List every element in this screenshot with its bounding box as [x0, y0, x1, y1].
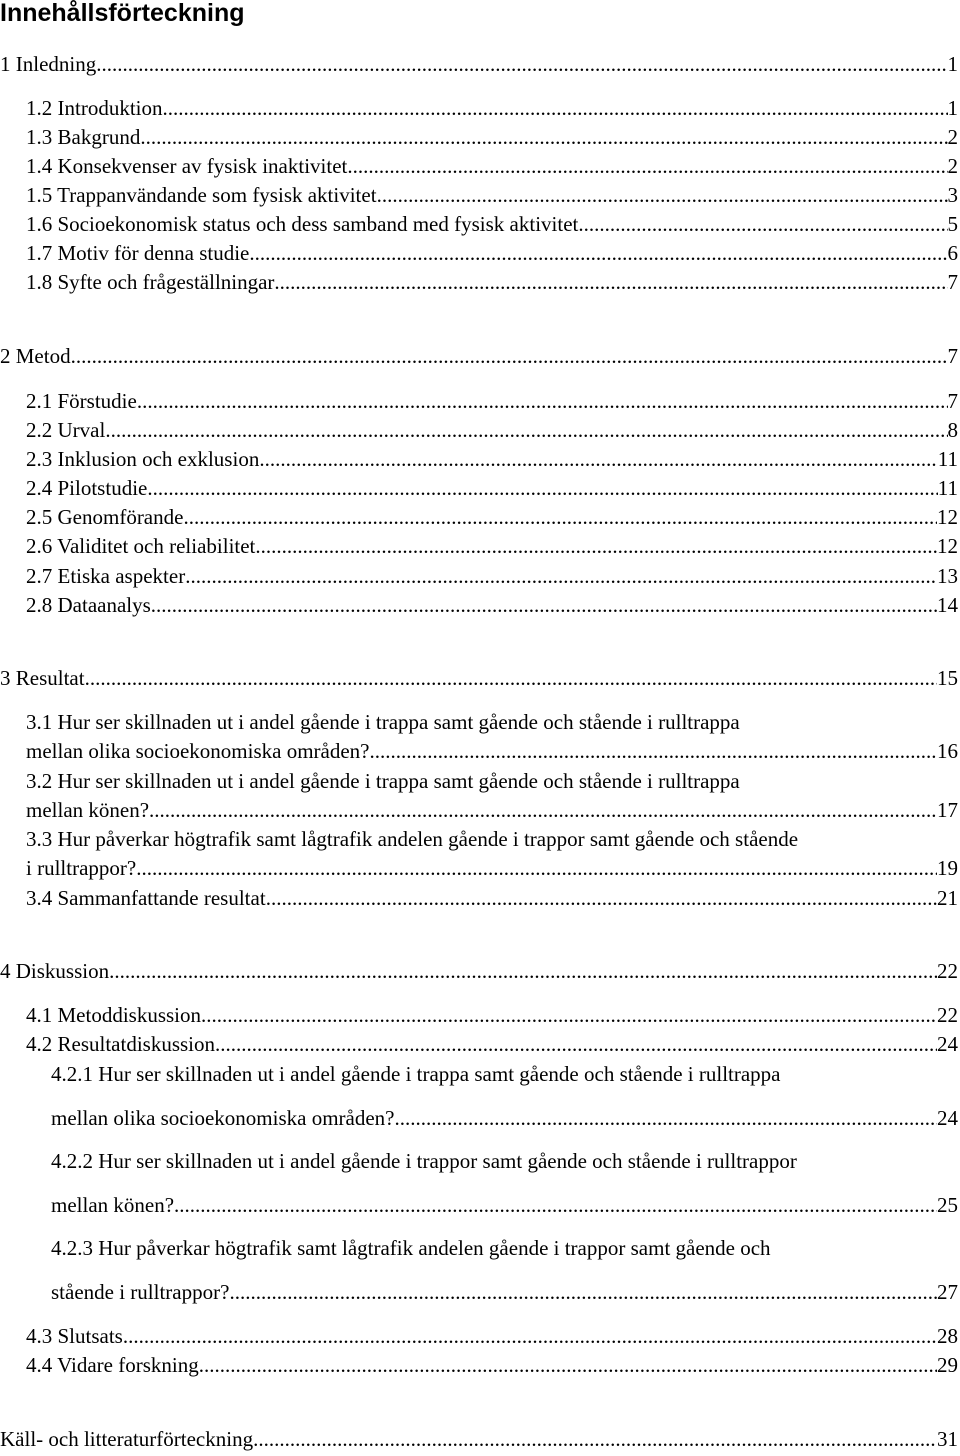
toc-leader-dots — [578, 212, 947, 236]
toc-page-number: 3 — [947, 183, 958, 207]
toc-leader-dots — [253, 1427, 937, 1451]
toc-entry-4-2-2[interactable] — [51, 1149, 958, 1217]
toc-leader-dots — [199, 1353, 937, 1377]
toc-entry-label: 2.1 Förstudie — [26, 389, 137, 413]
toc-entry-label: 1.4 Konsekvenser av fysisk inaktivitet — [26, 154, 348, 178]
toc-leader-dots — [274, 270, 947, 294]
toc-entry-1-2[interactable] — [26, 96, 958, 120]
toc-leader-dots — [136, 856, 937, 880]
toc-entry-label-line1: 4.2.1 Hur ser skillnaden ut i andel gående i trappa samt gående och stående i rulltrappa — [51, 1062, 781, 1086]
toc-leader-dots — [377, 183, 948, 207]
toc-page-number: 22 — [937, 1003, 958, 1027]
toc-entry-label: 1.5 Trappanvändande som fysisk aktivitet — [26, 183, 377, 207]
toc-entry-label: 2 Metod — [0, 344, 71, 368]
toc-entry-4-2[interactable] — [26, 1032, 958, 1056]
toc-page-number: 1 — [947, 52, 958, 76]
toc-entry-label-line1: 3.1 Hur ser skillnaden ut i andel gående i trappa samt gående och stående i rulltrappa — [26, 710, 740, 734]
toc-leader-dots — [259, 447, 937, 471]
toc-leader-dots — [85, 666, 937, 690]
toc-entry-4-2-1[interactable] — [51, 1062, 958, 1130]
toc-entry-3-2[interactable] — [26, 769, 958, 822]
toc-entry-label: Käll- och litteraturförteckning — [0, 1427, 254, 1451]
toc-entry-label: 1.6 Socioekonomisk status och dess samband med fysisk aktivitet — [26, 212, 579, 236]
toc-entry-label: 3.4 Sammanfattande resultat — [26, 886, 266, 910]
toc-entry-2-1[interactable] — [26, 389, 958, 413]
toc-entry-label: 4.3 Slutsats — [26, 1324, 123, 1348]
toc-entry-2-8[interactable] — [26, 593, 958, 617]
toc-entry-label: 1.8 Syfte och frågeställningar — [26, 270, 275, 294]
toc-entry-label: mellan olika socioekonomiska områden? — [26, 739, 370, 763]
toc-leader-dots — [201, 1003, 937, 1027]
toc-entry-label: 4.4 Vidare forskning — [26, 1353, 199, 1377]
toc-page-number: 31 — [937, 1427, 958, 1451]
toc-entry-2-3[interactable] — [26, 447, 958, 471]
toc-leader-dots — [163, 96, 948, 120]
toc-entry-references[interactable] — [0, 1427, 958, 1451]
toc-page-number: 2 — [947, 154, 958, 178]
toc-page-number: 16 — [937, 739, 958, 763]
toc-leader-dots — [183, 505, 937, 529]
toc-leader-dots — [395, 1106, 938, 1130]
toc-entry-1-7[interactable] — [26, 241, 958, 265]
toc-entry-label: 4.2 Resultatdiskussion — [26, 1032, 216, 1056]
toc-leader-dots — [255, 534, 937, 558]
toc-entry-label-line1: 4.2.3 Hur påverkar högtrafik samt lågtrafik andelen gående i trappor samt gående och — [51, 1236, 771, 1260]
toc-entry-label-line1: 3.3 Hur påverkar högtrafik samt lågtrafik andelen gående i trappor samt gående och stående — [26, 827, 799, 851]
toc-entry-label: 1.7 Motiv för denna studie — [26, 241, 250, 265]
toc-page-number: 12 — [937, 534, 958, 558]
toc-page-number: 8 — [947, 418, 958, 442]
toc-page-number: 24 — [937, 1032, 958, 1056]
toc-page-number: 11 — [937, 476, 958, 500]
toc-page-number: 15 — [937, 666, 958, 690]
toc-leader-dots — [149, 798, 937, 822]
toc-entry-label: 2.6 Validitet och reliabilitet — [26, 534, 256, 558]
toc-entry-2-5[interactable] — [26, 505, 958, 529]
toc-entry-label: mellan könen? — [51, 1193, 175, 1217]
toc-page-number: 7 — [947, 389, 958, 413]
toc-entry-2-2[interactable] — [26, 418, 958, 442]
toc-leader-dots — [151, 593, 937, 617]
toc-entry-label: 3 Resultat — [0, 666, 85, 690]
toc-page-number: 1 — [947, 96, 958, 120]
toc-entry-label: stående i rulltrappor? — [51, 1280, 230, 1304]
toc-entry-label: 2.4 Pilotstudie — [26, 476, 148, 500]
toc-entry-2-7[interactable] — [26, 564, 958, 588]
toc-entry-label: 1 Inledning — [0, 52, 97, 76]
toc-leader-dots — [185, 564, 937, 588]
toc-entry-1[interactable] — [0, 52, 958, 76]
toc-leader-dots — [370, 739, 938, 763]
toc-leader-dots — [71, 344, 948, 368]
toc-leader-dots — [347, 154, 947, 178]
toc-entry-label: mellan olika socioekonomiska områden? — [51, 1106, 395, 1130]
toc-leader-dots — [174, 1193, 937, 1217]
toc-page-number: 21 — [937, 886, 958, 910]
toc-entry-1-8[interactable] — [26, 270, 958, 294]
toc-entry-label: 2.2 Urval — [26, 418, 106, 442]
toc-leader-dots — [96, 52, 947, 76]
toc-entry-label: 2.8 Dataanalys — [26, 593, 151, 617]
toc-page-number: 29 — [937, 1353, 958, 1377]
toc-entry-label-line1: 4.2.2 Hur ser skillnaden ut i andel gående i trappor samt gående och stående i rulltrappor — [51, 1149, 797, 1173]
toc-entry-4[interactable] — [0, 959, 958, 983]
toc-entry-label: mellan könen? — [26, 798, 150, 822]
toc-entry-1-5[interactable] — [26, 183, 958, 207]
toc-page-number: 14 — [937, 593, 958, 617]
toc-leader-dots — [137, 389, 948, 413]
toc-page-number: 19 — [937, 856, 958, 880]
toc-page-number: 12 — [937, 505, 958, 529]
toc-page-number: 5 — [947, 212, 958, 236]
toc-entry-2-6[interactable] — [26, 534, 958, 558]
toc-page-number: 11 — [937, 447, 958, 471]
toc-page-number: 17 — [937, 798, 958, 822]
toc-entry-label: i rulltrappor? — [26, 856, 137, 880]
toc-page-number: 2 — [947, 125, 958, 149]
toc-entry-label: 2.5 Genomförande — [26, 505, 184, 529]
toc-page-number: 7 — [947, 270, 958, 294]
toc-entry-label: 2.3 Inklusion och exklusion — [26, 447, 260, 471]
toc-entry-label: 1.3 Bakgrund — [26, 125, 141, 149]
toc-page-number: 24 — [937, 1106, 958, 1130]
toc-entry-label: 4 Diskussion — [0, 959, 110, 983]
toc-page-number: 28 — [937, 1324, 958, 1348]
toc-entry-4-2-3[interactable] — [51, 1236, 958, 1304]
toc-entry-3-1[interactable] — [26, 710, 958, 763]
toc-page-number: 25 — [937, 1193, 958, 1217]
toc-entry-label: 4.1 Metoddiskussion — [26, 1003, 202, 1027]
toc-leader-dots — [123, 1324, 937, 1348]
toc-leader-dots — [105, 418, 947, 442]
toc-leader-dots — [249, 241, 947, 265]
toc-leader-dots — [215, 1032, 937, 1056]
toc-page-number: 22 — [937, 959, 958, 983]
toc-entry-3-3[interactable] — [26, 827, 958, 880]
toc-page-number: 6 — [947, 241, 958, 265]
toc-page-number: 27 — [937, 1280, 958, 1304]
toc-leader-dots — [109, 959, 937, 983]
toc-entry-1-6[interactable] — [26, 212, 958, 236]
toc-entry-label: 2.7 Etiska aspekter — [26, 564, 186, 588]
toc-entry-4-4[interactable] — [26, 1353, 958, 1377]
toc-leader-dots — [266, 886, 937, 910]
toc-entry-4-1[interactable] — [26, 1003, 958, 1027]
toc-entry-3-4[interactable] — [26, 886, 958, 910]
page-title: Innehållsförteckning — [0, 0, 245, 27]
toc-entry-label: 1.2 Introduktion — [26, 96, 163, 120]
toc-entry-2-4[interactable] — [26, 476, 958, 500]
toc-entry-1-4[interactable] — [26, 154, 958, 178]
toc-leader-dots — [229, 1280, 937, 1304]
toc-leader-dots — [147, 476, 937, 500]
toc-entry-4-3[interactable] — [26, 1324, 958, 1348]
toc-page-number: 7 — [947, 344, 958, 368]
toc-leader-dots — [140, 125, 947, 149]
toc-page-number: 13 — [937, 564, 958, 588]
toc-entry-3[interactable] — [0, 666, 958, 690]
toc-entry-1-3[interactable] — [26, 125, 958, 149]
toc-entry-2[interactable] — [0, 344, 958, 368]
toc-entry-label-line1: 3.2 Hur ser skillnaden ut i andel gående i trappa samt gående och stående i rulltrappa — [26, 769, 740, 793]
